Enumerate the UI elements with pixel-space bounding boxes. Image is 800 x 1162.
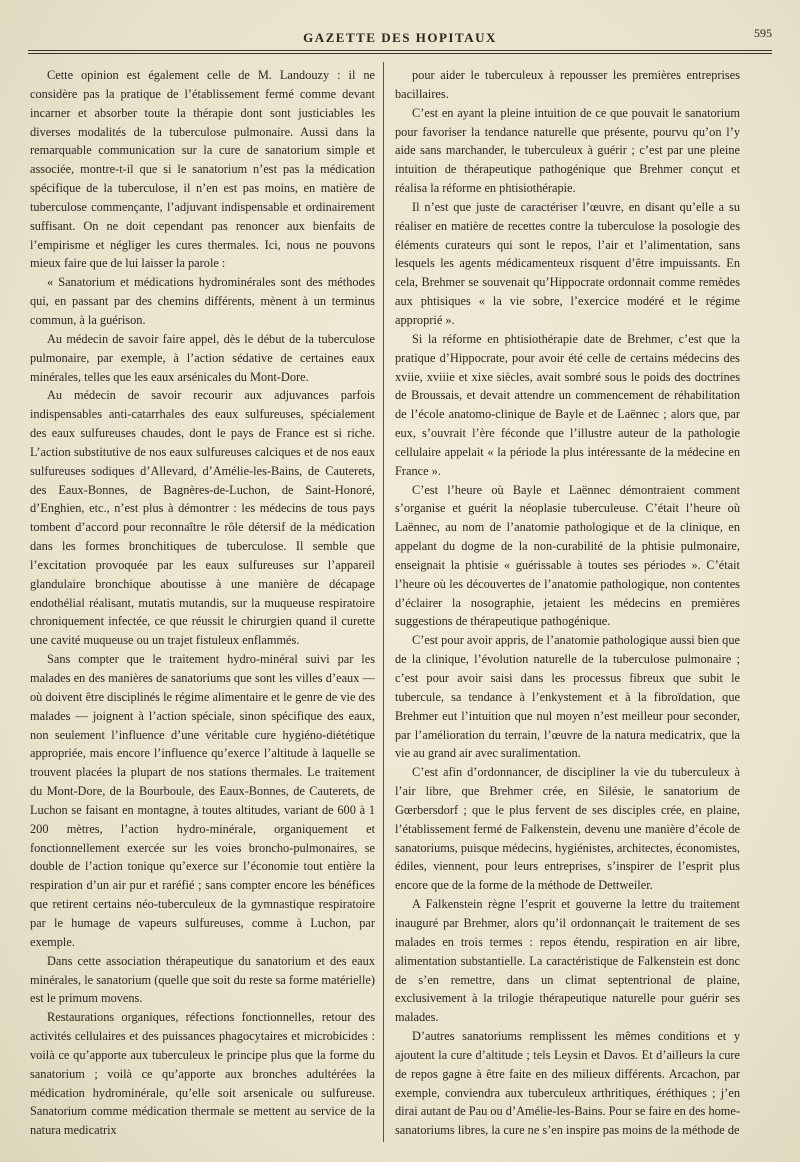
paragraph: C’est afin d’ordonnancer, de discipliner la vie du tuberculeux à l’air libre, que Brehmer crée, en Silésie, le sanatorium de Gœrbersdorf ; que le plus fervent de ses disciples crée, en plaine, l’établissement fermé de Falkenstein, devenu une manière d’école de sanatoriums, puisque médecins, hygiénistes, architectes, économistes, édiles, viennent, pour leurs entreprises, s’inspirer de l’esprit plus encore que de la forme de la méthode de Dettweiler. (395, 765, 740, 893)
column-divider (383, 62, 384, 1142)
paragraph: Dans cette association thérapeutique du sanatorium et des eaux minérales, le sanatorium (quelle que soit du reste sa forme matérielle) est le primum movens. (30, 953, 375, 1006)
paragraph: pour aider le tuberculeux à repousser les premières entreprises bacillaires. (395, 68, 740, 101)
paragraph: C’est l’heure où Bayle et Laënnec démontraient comment s’organise et guérit la néoplasie tuberculeuse. C’était l’heure où Laënnec, au nom de l’anatomie pathologique et de la clinique, en appelant du dogme de la non-curabilité de la phtisie pulmonaire, enseignait la phtisie « guérissable à toutes ses périodes ». C’était l’heure où les découvertes de l’anatomie pathologique, non contentes d’éclairer la nosographie, jetaient les médecins en premières suggestions de thérapeutique pathogénique. (395, 482, 740, 629)
left-column (30, 66, 375, 1140)
header-rule-double (28, 53, 772, 54)
header-rule (28, 50, 772, 51)
page-header (28, 26, 772, 48)
paragraph: Cette opinion est également celle de M. Landouzy : il ne considère pas la pratique de l’établissement fermé comme devant incarner et absorber toute la thérapie dont sont justiciables les diverses modalités de la tuberculose pulmonaire. Aussi dans la remarquable communication sur la cure de sanatorium simple et associée, montre-t-il que si le sanatorium n’est pas la médication spécifique de la tuberculose, il n’en est pas moins, en matière de tuberculose commençante, l’adjuvant indispensable et ordinairement suffisant. On ne doit cependant pas renoncer aux bienfaits de l’empirisme et négliger les cures thermales. Ici, nous ne pouvons mieux faire que de lui laisser la parole : (30, 68, 375, 271)
paragraph: Si la réforme en phtisiothérapie date de Brehmer, c’est que la pratique d’Hippocrate, pour avoir été celle de certains médecins des xviie, xviiie et xixe siècles, avait sombré sous le poids des doctrines de Broussais, et devait attendre un commencement de réhabilitation de l’école anatomo-clinique de Bayle et de Laënnec ; alors que, par eux, s’ouvrait l’ère féconde que l’illustre auteur de la pathologie cellulaire appelait « la période la plus intéressante de la médecine en France ». (395, 331, 740, 478)
paragraph: « Sanatorium et médications hydrominérales sont des méthodes qui, en passant par des chemins différents, mènent à un terminus commun, à la guérison. (30, 275, 375, 327)
page-number: 595 (754, 26, 772, 40)
paragraph: D’autres sanatoriums remplissent les mêmes conditions et y ajoutent la cure d’altitude ; tels Leysin et Davos. Et d’ailleurs la cure de repos gagne à être faite en des milieux différents. Arcachon, par exemple, conviendra aux tuberculeux arthritiques, éréthiques ; j’en dirai autant de Pau ou d’Amélie-les-Bains. Pour se faire en des home-sanatoriums libres, la cure ne s’en inspire pas moins de la méthode de (395, 1029, 740, 1138)
paragraph: Sans compter que le traitement hydro-minéral suivi par les malades en des manières de sanatoriums que sont les villes d’eaux — où doivent être disciplinés le régime alimentaire et le genre de vie des malades — joignent à l’action spéciale, sinon spécifique des eaux, non seulement l’influence d’une véritable cure hygiéno-diététique appropriée, mais encore l’influence qu’exerce l’altitude à laquelle se trouvent placées la plupart de nos stations thermales. Le traitement du Mont-Dore, de la Bourboule, des Eaux-Bonnes, de Cauterets, de Luchon se faisant en montagne, à toutes altitudes, variant de 600 à 1 200 mètres, l’action hydro-minérale, organiquement et fonctionnellement exercée sur les voies broncho-pulmonaires, se double de l’action tonique qu’exerce sur l’économie tout entière la respiration d’un air pur et raréfié ; sans compter encore les bénéfices que retirent certains néo-tuberculeux de la gymnastique respiratoire par le humage de vapeurs sulfureuses, comme à Luchon, par exemple. (30, 652, 375, 949)
paragraph: C’est en ayant la pleine intuition de ce que pouvait le sanatorium pour favoriser la tendance naturelle que présente, pourvu qu’on l’y aide sans marchander, le tuberculeux à guérir ; c’est par une pleine intuition de thérapeutique pathogénique que Brehmer conçut et réalisa la réforme en phtisiothérapie. (395, 105, 740, 196)
paragraph: A Falkenstein règne l’esprit et gouverne la lettre du traitement inauguré par Brehmer, alors qu’il ordonnançait le traitement de ses malades en trois termes : repos étendu, respiration en air libre, alimentation substantielle. La caractéristique de Falkenstein est donc de s’en remettre, dans un climat septentrional de plaine, exclusivement à la trilogie thérapeutique naturelle pour guérir ses malades. (395, 897, 740, 1025)
journal-title: GAZETTE DES HOPITAUX (303, 30, 497, 45)
right-column (395, 66, 740, 1140)
paragraph: Au médecin de savoir faire appel, dès le début de la tuberculose pulmonaire, par exemple, à l’action sédative de certaines eaux minérales, telles que les eaux arsénicales du Mont-Dore. (30, 331, 375, 384)
paragraph: Restaurations organiques, réfections fonctionnelles, retour des activités cellulaires et des puissances phagocytaires et microbicides : voilà ce qu’apporte aux tuberculeux le principe plus que la forme du sanatorium ; voilà ce qu’apporte aux bronches adultérées la médication hydrominérale, qu’elle soit arsenicale ou sulfureuse. Sanatorium comme médication thermale se mettent au service de la natura medicatrix (30, 1010, 375, 1138)
paragraph: Il n’est que juste de caractériser l’œuvre, en disant qu’elle a su réaliser en matière de recettes contre la tuberculose la posologie des éléments curateurs qui sont le repos, l’air et l’alimentation, sans lesquels les agents médicamenteux risquent d’être impuissants. En cela, Brehmer se souvenait qu’Hippocrate ordonnait comme remèdes aux phtisiques « la vie sobre, l’exercice modéré et le régime approprié ». (395, 199, 740, 327)
paragraph: C’est pour avoir appris, de l’anatomie pathologique aussi bien que de la clinique, l’évolution naturelle de la tuberculose pulmonaire ; c’est pour avoir saisi dans les processus fibreux que subit le tubercule, sa tendance à l’enkystement et à la fibroïdation, que Brehmer eut l’intuition que nul moyen n’est meilleur pour seconder, par l’amélioration du terrain, l’œuvre de la natura medicatrix, que la vie au grand air avec suralimentation. (395, 633, 740, 761)
paragraph: Au médecin de savoir recourir aux adjuvances parfois indispensables anti-catarrhales des eaux sulfureuses, spécialement des eaux sulfureuses chaudes, dont le pays de France est si riche. L’action substitutive de nos eaux sulfureuses calciques et de nos eaux sulfureuses sodiques d’Allevard, d’Amélie-les-Bains, de Cauterets, des Eaux-Bonnes, de Bagnères-de-Luchon, de Saint-Honoré, d’Enghien, etc., n’est plus à démontrer : les médecins de tous pays tombent d’accord pour reconnaître le rôle détersif de la médication dans les formes bronchitiques de tuberculose. Il semble que l’excitation provoquée par les eaux sulfureuses sur l’appareil glandulaire bronchique aboutisse à une manière de décapage endothélial réalisant, mutatis mutandis, sur la muqueuse respiratoire chroniquement infectée, ce que réussit le chirurgien quand il curette une cavité muqueuse ou un trajet fistuleux enflammés. (30, 388, 375, 648)
